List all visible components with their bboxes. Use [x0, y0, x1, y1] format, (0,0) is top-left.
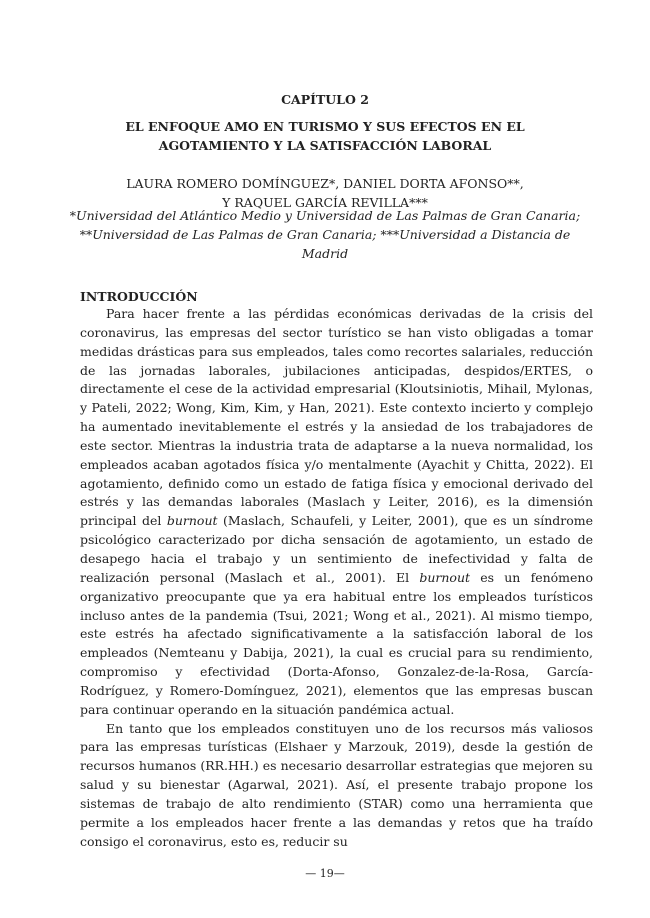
- paragraph-1-part-a: Para hacer frente a las pérdidas económicas derivadas de la crisis del coronavirus, las empresas del sector turístico se han visto obligadas a tomar medidas drásticas para sus empleados, tales como recortes salariales, reducción de las jornadas laborales, jubilaciones anticipadas, despidos/ERTES, o directamente el cese de la actividad empresarial (Kloutsiniotis, Mihail, Mylonas, y Pateli, 2022; Wong, Kim, Kim, y Han, 2021). Este contexto incierto y complejo ha aumentado inevitablemente el estrés y la ansiedad de los trabajadores de este sector. Mientras la industria trata de adaptarse a la nueva normalidad, los empleados acaban agotados física y/o mentalmente (Ayachit y Chitta, 2022). El agotamiento, definido como un estado de fatiga física y emocional derivado del estrés y las demandas laborales (Maslach y Leiter, 2016), es la dimensión principal del: [80, 306, 593, 529]
- burnout-term: burnout: [419, 569, 471, 585]
- page-number: — 19—: [305, 867, 345, 880]
- authors-line-1: LAURA ROMERO DOMÍNGUEZ*, DANIEL DORTA AFONSO**,: [126, 176, 524, 191]
- paragraph-2: En tanto que los empleados constituyen uno de los recursos más valiosos para las empresas turísticas (Elshaer y Marzouk, 2019), desde la gestión de recursos humanos (RR.HH.) es necesario desarrollar estrategias que mejoren su salud y su bienestar (Agarwal, 2021). Así, el presente trabajo propone los sistemas de trabajo de alto rendimiento (STAR) como una herramienta que permite a los empleados hacer frente a las demandas y retos que ha traído consigo el coronavirus, esto es, reducir su: [80, 720, 593, 849]
- paragraph-1-part-b: (Maslach, Schaufeli, y Leiter, 2001), que es un síndrome psicológico caracterizado por dicha sensación de agotamiento, un estado de desapego hacia el trabajo y un sentimiento de inefectividad y falta de realización personal (Maslach et al., 2001). El: [80, 513, 593, 585]
- paragraph-1-part-c: es un fenómeno organizativo preocupante que ya era habitual entre los empleados turísticos incluso antes de la pandemia (Tsui, 2021; Wong et al., 2021). Al mismo tiempo, este estrés ha afectado significativamente a la satisfacción laboral de los empleados (Nemteanu y Dabija, 2021), la cual es crucial para su rendimiento, compromiso y efectividad (Dorta-Afonso, Gonzalez-de-la-Rosa, García-Rodríguez, y Romero-Domínguez, 2021), elementos que las empresas buscan para continuar operando en la situación pandémica actual.: [80, 569, 593, 717]
- body-text: [80, 305, 593, 851]
- affiliation-line-2: **Universidad de Las Palmas de Gran Canaria; ***Universidad a Distancia de Madrid: [79, 227, 571, 261]
- section-heading: INTRODUCCIÓN: [80, 289, 198, 304]
- affiliations: [60, 206, 590, 263]
- authors-line-2: Y RAQUEL GARCÍA REVILLA***: [222, 195, 428, 210]
- paragraph-1: [80, 305, 593, 720]
- chapter-title: EL ENFOQUE AMO EN TURISMO Y SUS EFECTOS EN EL AGOTAMIENTO Y LA SATISFACCIÓN LABORAL: [125, 119, 525, 153]
- affiliation-line-1: *Universidad del Atlántico Medio y Universidad de Las Palmas de Gran Canaria;: [69, 208, 581, 223]
- chapter-label: CAPÍTULO 2: [281, 92, 369, 107]
- burnout-term: burnout: [166, 513, 218, 529]
